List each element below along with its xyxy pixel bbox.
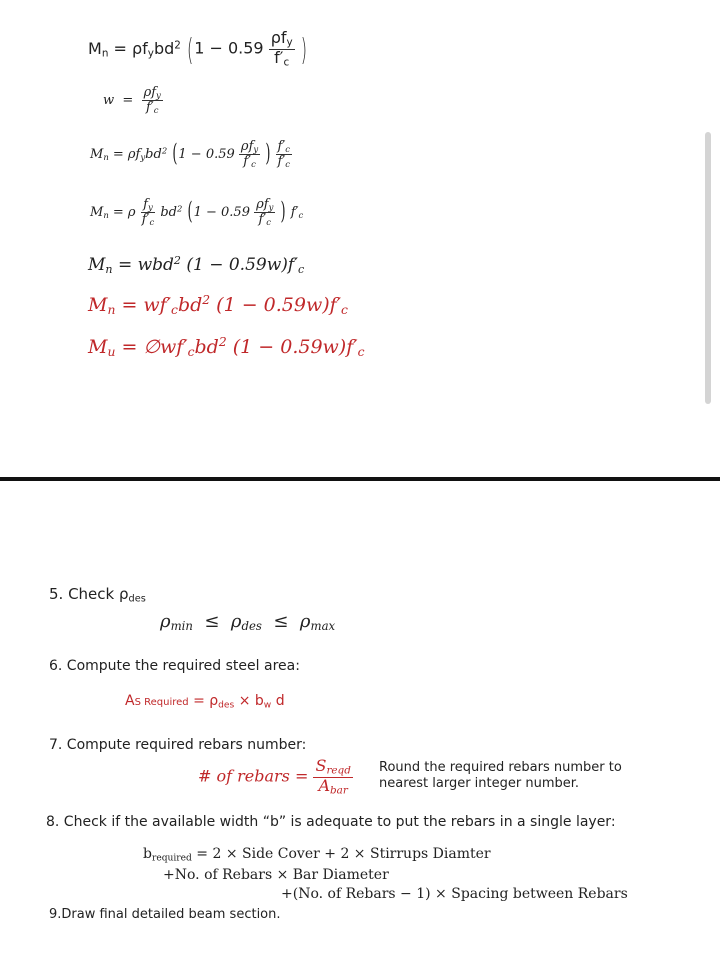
formula-moment-nominal: $M_n = wf'_cbd^2$ $(1 - 0.59w)f'_c$	[88, 293, 348, 317]
step-5-inequality: $\rho_{min} \le \rho_{des} \le \rho_{max}$	[160, 611, 336, 633]
formula-moment-2: $M_n = \rho f_ybd^2$ (1 − 0.59 $\frac{\rho f_y}{f'_c}$ ) $\frac{f'_c}{f'_c}$	[90, 139, 291, 170]
page-divider	[0, 477, 720, 481]
step-7-formula: # of rebars = $\frac{S_{reqd}}{A_{bar}}$	[198, 756, 351, 797]
step-8-formula-line-2: +No. of Rebars × Bar Diameter	[163, 867, 389, 883]
formula-w-definition: w = $\frac{\rho f_y}{f'_c}$	[103, 85, 161, 116]
formula-moment-4: $M_n = wbd^2$ $(1 - 0.59w)f'_c$	[88, 254, 305, 276]
step-9-heading: 9.Draw final detailed beam section.	[49, 907, 281, 922]
vertical-scrollbar[interactable]	[705, 132, 711, 404]
formula-moment-1: $M_n = \rho f_ybd^2$ (1 − 0.59 $\frac{\rho f_y}{f'_c}$ )	[88, 28, 307, 69]
step-5-heading: 5. Check $\rho_{des}$	[49, 585, 146, 605]
step-8-formula-line-1: $b_{required} = 2$ × Side Cover + 2 × Stirrups Diamter	[143, 846, 491, 864]
formula-moment-ultimate: $M_u$ = $\emptyset wf'_cbd^2$ $(1 - 0.59w)f'_c$	[88, 335, 365, 359]
step-8-formula-line-3: +(No. of Rebars − 1) × Spacing between Rebars	[281, 886, 628, 902]
formula-moment-3: $M_n = \rho$ $\frac{f_y}{f'_c}$ $bd^2$ (1 − 0.59 $\frac{\rho f_y}{f'_c}$ ) $f'_c$	[90, 197, 304, 228]
step-8-heading: 8. Check if the available width “b” is adequate to put the rebars in a single layer:	[46, 814, 616, 830]
step-7-note: Round the required rebars number to nearest larger integer number.	[379, 760, 622, 791]
step-6-heading: 6. Compute the required steel area:	[49, 658, 300, 674]
step-7-heading: 7. Compute required rebars number:	[49, 737, 307, 753]
step-6-formula: AS Required = $\rho_{des} \times b_w$ d	[125, 693, 285, 711]
